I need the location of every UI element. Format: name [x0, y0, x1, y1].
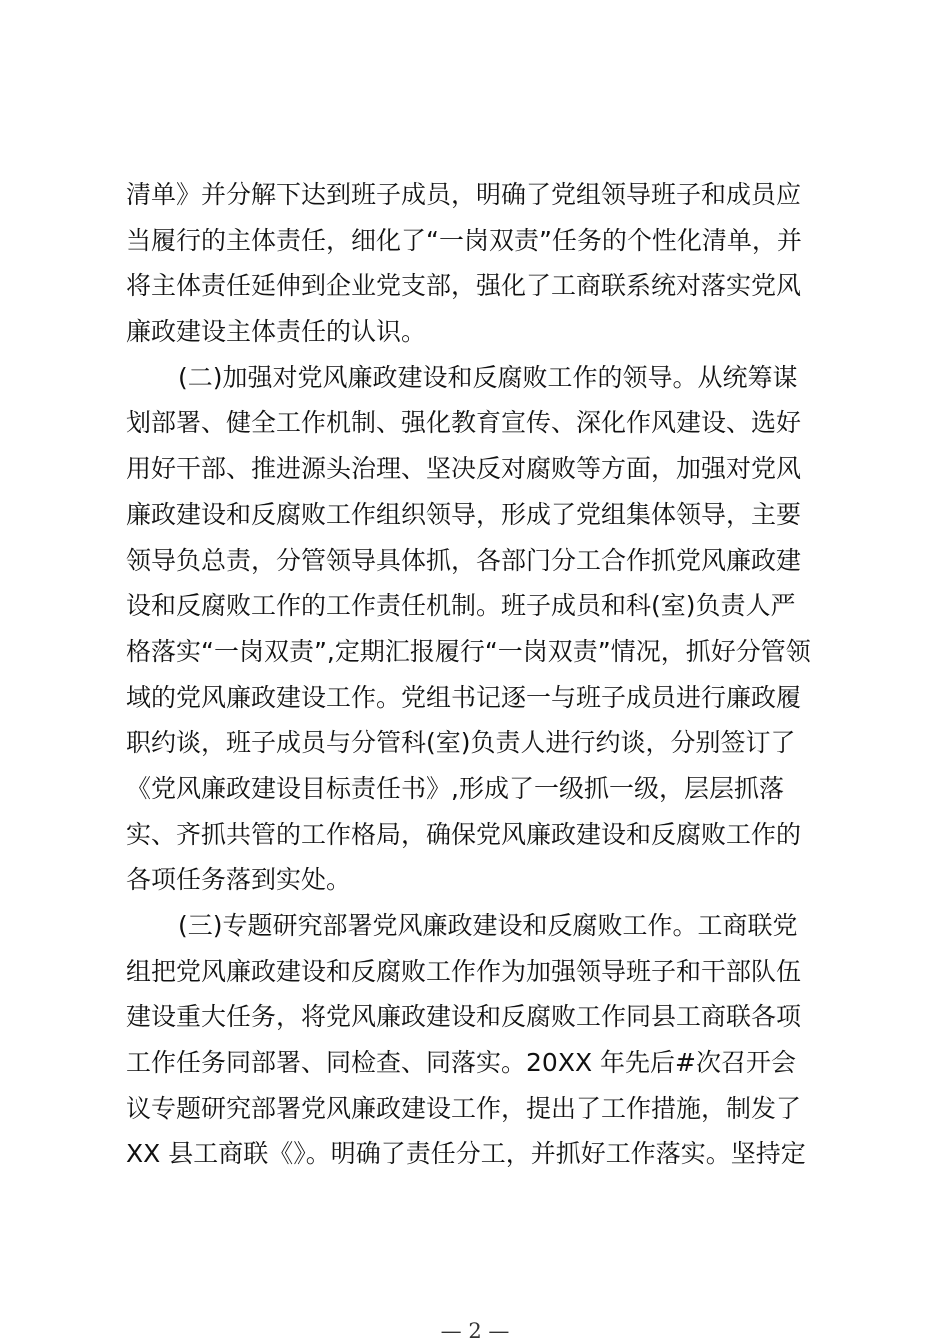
text-line: 设和反腐败工作的工作责任机制。班子成员和科(室)负责人严 — [126, 591, 796, 621]
text-line: 廉政建设和反腐败工作组织领导，形成了党组集体领导，主要 — [126, 499, 802, 529]
text-line: 议专题研究部署党风廉政建设工作，提出了工作措施，制发了 — [126, 1093, 802, 1123]
text-line: 实、齐抓共管的工作格局，确保党风廉政建设和反腐败工作的 — [126, 819, 802, 849]
text-line: XX 县工商联《》。明确了责任分工，并抓好工作落实。坚持定 — [126, 1139, 806, 1169]
text-line: 将主体责任延伸到企业党支部，强化了工商联系统对落实党风 — [126, 271, 802, 301]
text-line: 格落实“一岗双责”,定期汇报履行“一岗双责”情况，抓好分管领 — [126, 636, 811, 666]
text-line: 用好干部、推进源头治理、坚决反对腐败等方面，加强对党风 — [126, 454, 802, 484]
text-line: 领导负总责，分管领导具体抓，各部门分工合作抓党风廉政建 — [126, 545, 802, 575]
text-line: 域的党风廉政建设工作。党组书记逐一与班子成员进行廉政履 — [126, 682, 802, 712]
page-number: — 2 — — [440, 1319, 510, 1343]
text-line: 当履行的主体责任，细化了“一岗双责”任务的个性化清单，并 — [126, 225, 802, 255]
paragraph-start-line: (三)专题研究部署党风廉政建设和反腐败工作。工商联党 — [178, 911, 798, 940]
text-line: 清单》并分解下达到班子成员，明确了党组领导班子和成员应 — [126, 180, 802, 209]
text-line: 《党风廉政建设目标责任书》,形成了一级抓一级，层层抓落 — [126, 773, 784, 803]
text-line: 工作任务同部署、同检查、同落实。20XX 年先后#次召开会 — [126, 1048, 796, 1078]
body-text — [126, 172, 846, 1177]
text-line: 廉政建设主体责任的认识。 — [126, 317, 427, 347]
text-line: 各项任务落到实处。 — [126, 865, 352, 895]
text-line: 职约谈，班子成员与分管科(室)负责人进行约谈，分别签订了 — [126, 728, 796, 758]
paragraph-start-line: (二)加强对党风廉政建设和反腐败工作的领导。从统筹谋 — [178, 362, 798, 392]
text-line: 划部署、健全工作机制、强化教育宣传、深化作风建设、选好 — [126, 408, 802, 438]
text-line: 组把党风廉政建设和反腐败工作作为加强领导班子和干部队伍 — [126, 956, 802, 986]
text-line: 建设重大任务，将党风廉政建设和反腐败工作同县工商联各项 — [126, 1002, 802, 1032]
